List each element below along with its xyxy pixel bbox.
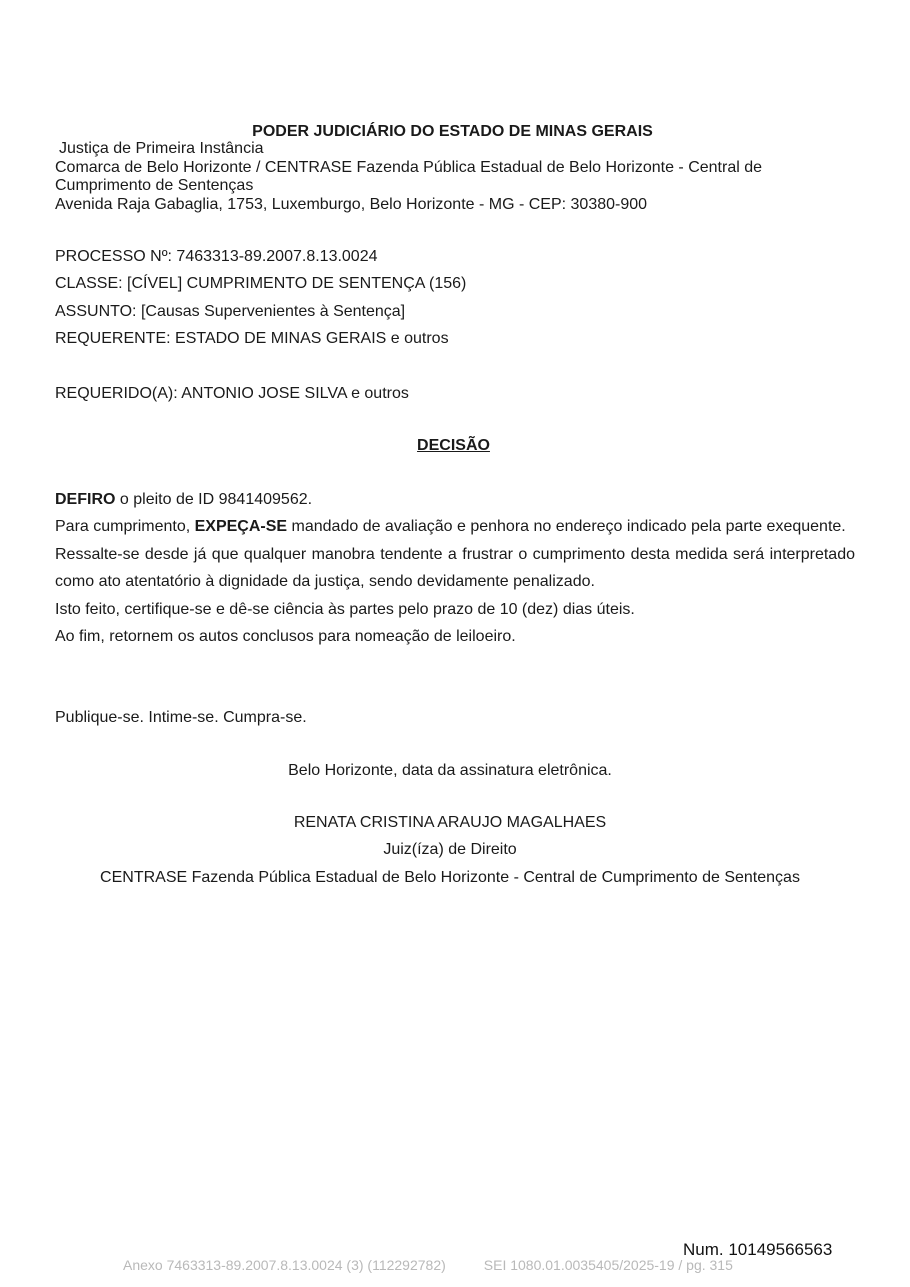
paragraph-ressalte: Ressalte-se desde já que qualquer manobra tendente a frustrar o cumprimento desta medida será interpretado como ato atentatório à dignidade da justiça, sendo devidamente penalizado. — [55, 545, 855, 591]
judge-name: RENATA CRISTINA ARAUJO MAGALHAES — [293, 814, 607, 831]
document-number: Num. 10149566563 — [683, 1240, 833, 1259]
comarca-line: Comarca de Belo Horizonte / CENTRASE Fazenda Pública Estadual de Belo Horizonte - Central de Cumprimento de Sentenças — [55, 158, 763, 194]
expeca-bold: EXPEÇA-SE — [194, 518, 288, 536]
decision-title — [55, 436, 852, 456]
requerente-line: REQUERENTE: ESTADO DE MINAS GERAIS e outros — [55, 330, 449, 347]
address-line: Avenida Raja Gabaglia, 1753, Luxemburgo, Belo Horizonte - MG - CEP: 30380-900 — [55, 195, 648, 213]
instance-line: Justiça de Primeira Instância — [59, 140, 264, 157]
classe-line: CLASSE: [CÍVEL] CUMPRIMENTO DE SENTENÇA (156) — [55, 275, 467, 292]
court-header — [55, 140, 855, 214]
defiro-bold: DEFIRO — [55, 491, 116, 508]
decision-body — [55, 486, 855, 650]
processo-line: PROCESSO Nº: 7463313-89.2007.8.13.0024 — [55, 248, 378, 265]
paragraph-expeca — [55, 513, 855, 540]
judge-title: Juiz(íza) de Direito — [383, 841, 517, 858]
expeca-start: Para cumprimento, — [55, 518, 195, 536]
assunto-line: ASSUNTO: [Causas Supervenientes à Sentença] — [55, 303, 406, 320]
place-date: Belo Horizonte, data da assinatura eletrônica. — [288, 762, 612, 779]
decision-title-text: DECISÃO — [417, 437, 490, 454]
closing-line: Publique-se. Intime-se. Cumpra-se. — [55, 709, 307, 726]
court-title: PODER JUDICIÁRIO DO ESTADO DE MINAS GERAIS — [252, 123, 653, 140]
paragraph-retornem: Ao fim, retornem os autos conclusos para nomeação de leiloeiro. — [55, 628, 516, 646]
expeca-rest: mandado de avaliação e penhora no endereço indicado pela parte exequente. — [287, 518, 846, 536]
footer-stamp — [123, 1257, 733, 1273]
defiro-rest: o pleito de ID 9841409562. — [115, 491, 313, 508]
paragraph-defiro — [55, 486, 855, 513]
annex-reference: Anexo 7463313-89.2007.8.13.0024 (3) (112292782) — [123, 1257, 446, 1273]
court-unit: CENTRASE Fazenda Pública Estadual de Belo Horizonte - Central de Cumprimento de Sentenças — [100, 869, 800, 886]
document-page — [55, 0, 855, 1287]
requerido-line: REQUERIDO(A): ANTONIO JOSE SILVA e outros — [55, 385, 409, 402]
paragraph-certifique: Isto feito, certifique-se e dê-se ciência às partes pelo prazo de 10 (dez) dias úteis. — [55, 600, 635, 618]
sei-reference: SEI 1080.01.0035405/2025-19 / pg. 315 — [483, 1257, 733, 1273]
